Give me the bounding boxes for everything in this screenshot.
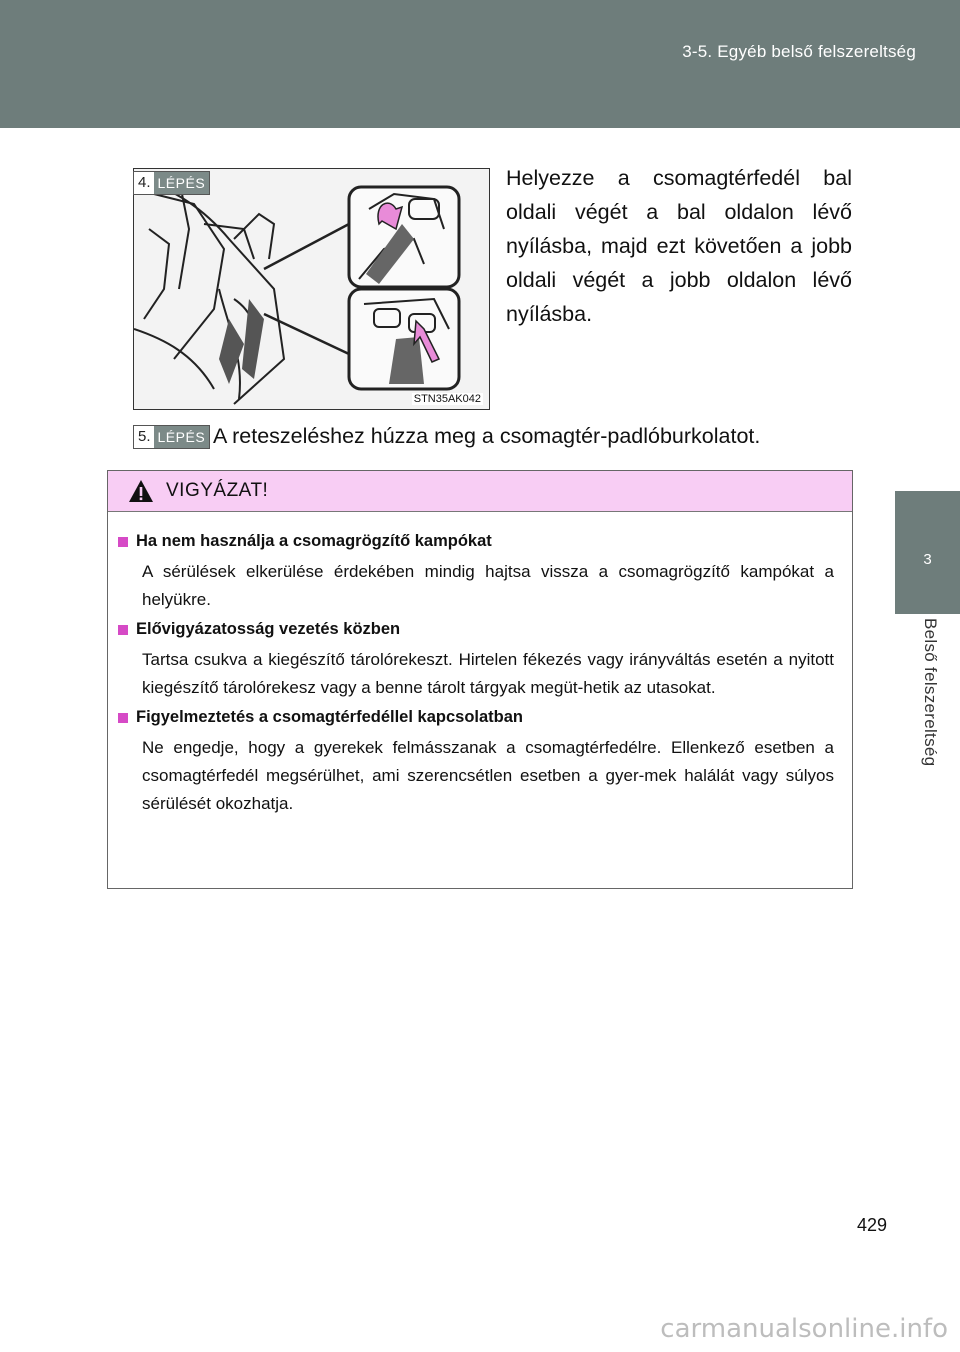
step5-instruction: A reteszeléshez húzza meg a csomagtér-padlóburkolatot.	[213, 424, 761, 448]
warning-item-text: A sérülések elkerülése érdekében mindig hajtsa vissza a csomagrögzítő kampókat a helyükre.	[142, 562, 834, 609]
step4-instruction: Helyezze a csomagtérfedél bal oldali végét a bal oldalon lévő nyílásba, majd ezt követően a jobb oldali végét a jobb oldalon lévő nyílásba.	[506, 166, 852, 326]
warning-item-title-text: Ha nem használja a csomagrögzítő kampókat	[136, 532, 492, 550]
warning-item-title-text: Figyelmeztetés a csomagtérfedéllel kapcsolatban	[136, 708, 523, 726]
step4-number: 4.	[134, 172, 154, 194]
warning-item-title-text: Elővigyázatosság vezetés közben	[136, 620, 401, 638]
step5-label: LÉPÉS	[154, 426, 210, 448]
warning-item-text: Tartsa csukva a kiegészítő tárolórekeszt. Hirtelen fékezés vagy irányváltás esetén a nyitott kiegészítő tárolórekesz vagy a benne tárolt tárgyak megüt-hetik az utasokat.	[142, 650, 834, 697]
watermark[interactable]: carmanualsonline.info	[660, 1314, 948, 1344]
bullet-square-icon	[118, 625, 128, 635]
warning-title: VIGYÁZAT!	[166, 480, 269, 501]
trunk-illustration	[134, 169, 489, 409]
warning-item-text: Ne engedje, hogy a gyerekek felmásszanak a csomagtérfedélre. Ellenkező esetben a csomagtérfedél megsérülhet, ami szerencsétlen esetben a gyer-mek halálát vagy súlyos sérülését okozhatja.	[142, 738, 834, 813]
warning-item-title	[118, 708, 840, 727]
chapter-number: 3	[923, 551, 932, 568]
chapter-tab	[895, 491, 960, 614]
chapter-label: Belső felszereltség	[921, 618, 940, 767]
step4-illustration	[133, 168, 490, 410]
step5-badge	[133, 425, 210, 449]
warning-box	[107, 470, 853, 889]
bullet-square-icon	[118, 537, 128, 547]
warning-header	[108, 471, 852, 512]
warning-icon	[128, 479, 154, 503]
step4-badge	[133, 171, 210, 195]
warning-item-title	[118, 532, 840, 551]
page-number: 429	[856, 1215, 887, 1235]
step4-label: LÉPÉS	[154, 172, 210, 194]
header-bar	[0, 0, 960, 128]
warning-item-title	[118, 620, 840, 639]
step5-number: 5.	[134, 426, 154, 448]
figure-code: STN35AK042	[413, 393, 481, 405]
bullet-square-icon	[118, 713, 128, 723]
section-title: 3-5. Egyéb belső felszereltség	[682, 42, 916, 61]
warning-body	[108, 512, 852, 818]
